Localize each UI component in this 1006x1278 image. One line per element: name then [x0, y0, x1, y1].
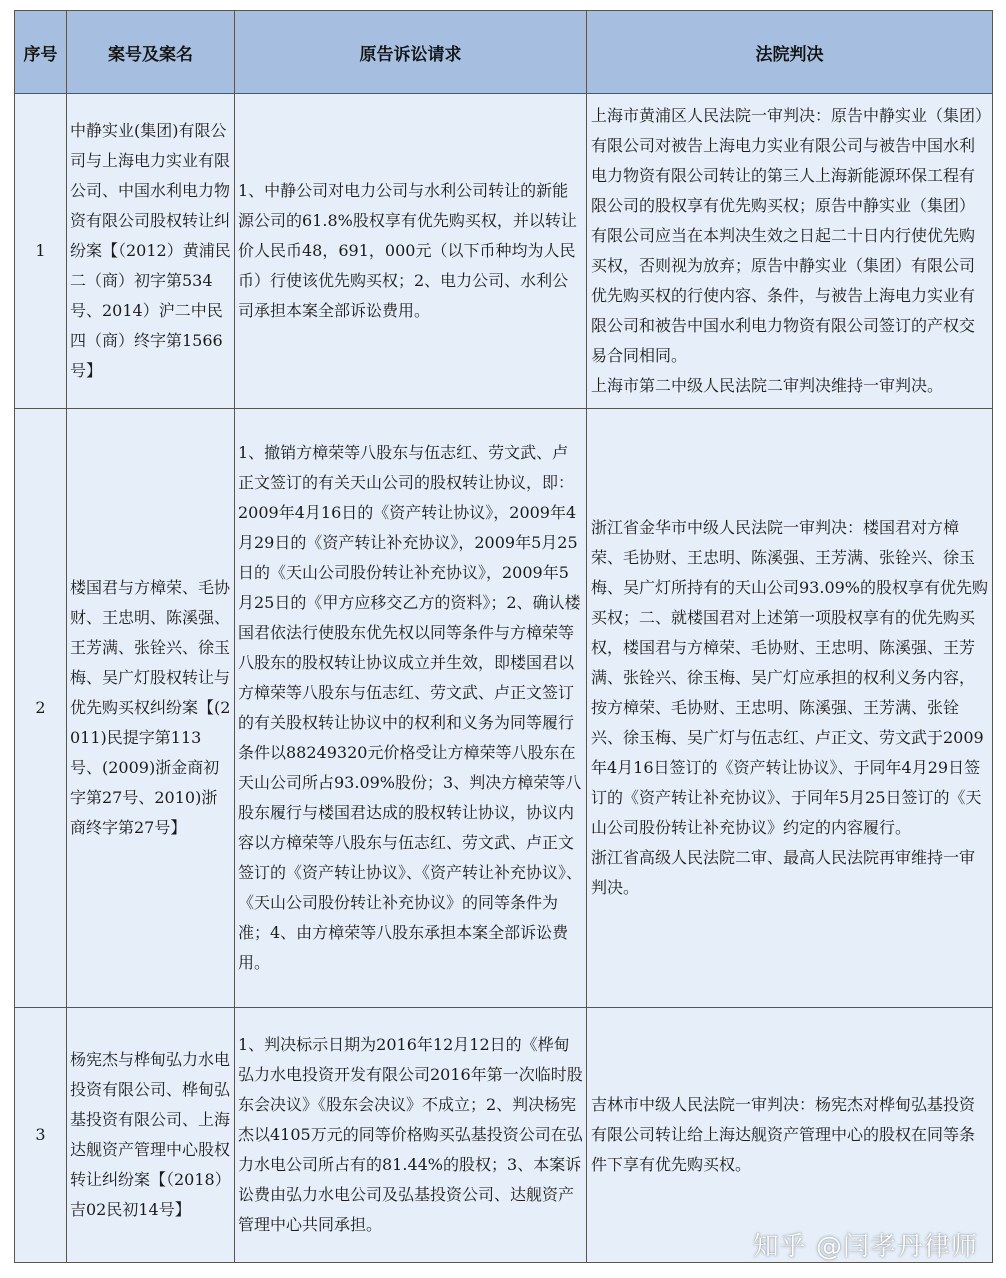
table-row	[15, 94, 993, 409]
header-case: 案号及案名	[67, 11, 235, 94]
header-ruling: 法院判决	[587, 11, 993, 94]
row-ruling	[587, 1008, 993, 1263]
row-seq: 3	[15, 1008, 67, 1263]
ruling-paragraph: 吉林市中级人民法院一审判决：杨宪杰对桦甸弘基投资有限公司转让给上海达舰资产管理中心的股权在同等条件下享有优先购买权。	[591, 1095, 976, 1174]
row-seq: 1	[15, 94, 67, 409]
ruling-paragraph: 浙江省高级人民法院二审、最高人民法院再审维持一审判决。	[591, 848, 976, 897]
ruling-paragraph: 上海市黄浦区人民法院一审判决：原告中静实业（集团）有限公司对被告上海电力实业有限公司与被告中国水利电力物资有限公司转让的第三人上海新能源环保工程有限公司的股权享有优先购买权；原告中静实业（集团）有限公司应当在本判决生效之日起二十日内行使优先购买权，否则视为放弃；原告中静实业（集团）有限公司优先购买权的行使内容、条件，与被告上海电力实业有限公司和被告中国水利电力物资有限公司签订的产权交易合同相同。	[591, 106, 984, 365]
row-case: 中静实业(集团)有限公司与上海电力实业有限公司、中国水利电力物资有限公司股权转让纠纷案【（2012）黄浦民二（商）初字第534号、2014）沪二中民四（商）终字第1566号】	[67, 94, 235, 409]
ruling-paragraph: 上海市第二中级人民法院二审判决维持一审判决。	[591, 376, 944, 395]
case-table	[14, 10, 993, 1263]
row-request: 1、判决标示日期为2016年12月12日的《桦甸弘力水电投资开发有限公司2016年第一次临时股东会决议》《股东会决议》不成立；2、判决杨宪杰以4105万元的同等价格购买弘基投资公司在弘力水电公司所占有的81.44%的股权；3、本案诉讼费由弘力水电公司及弘基投资公司、达舰资产管理中心共同承担。	[235, 1008, 587, 1263]
header-seq: 序号	[15, 11, 67, 94]
row-request: 1、撤销方樟荣等八股东与伍志红、劳文武、卢正文签订的有关天山公司的股权转让协议，即：2009年4月16日的《资产转让协议》，2009年4月29日的《资产转让补充协议》，2009年5月25日的《天山公司股份转让补充协议》，2009年5月25日的《甲方应移交乙方的资料》；2、确认楼国君依法行使股东优先权以同等条件与方樟荣等八股东的股权转让协议成立并生效，即楼国君以方樟荣等八股东与伍志红、劳文武、卢正文签订的有关股权转让协议中的权利和义务为同等履行条件以88249320元价格受让方樟荣等八股东在天山公司所占93.09%股份；3、判决方樟荣等八股东履行与楼国君达成的股权转让协议，协议内容以方樟荣等八股东与伍志红、劳文武、卢正文签订的《资产转让协议》、《资产转让补充协议》、《天山公司股份转让补充协议》的同等条件为准；4、由方樟荣等八股东承担本案全部诉讼费用。	[235, 409, 587, 1008]
row-case: 楼国君与方樟荣、毛协财、王忠明、陈溪强、王芳满、张铨兴、徐玉梅、吴广灯股权转让与优先购买权纠纷案【(2011)民提字第113号、(2009)浙金商初字第27号、2010)浙商终字第27号】	[67, 409, 235, 1008]
header-row	[15, 11, 993, 94]
row-seq: 2	[15, 409, 67, 1008]
row-ruling	[587, 409, 993, 1008]
watermark: 知乎 @闫孝丹律师	[752, 1232, 978, 1262]
header-request: 原告诉讼请求	[235, 11, 587, 94]
ruling-paragraph: 浙江省金华市中级人民法院一审判决：楼国君对方樟荣、毛协财、王忠明、陈溪强、王芳满、张铨兴、徐玉梅、吴广灯所持有的天山公司93.09%的股权享有优先购买权；二、就楼国君对上述第一项股权享有的优先购买权，楼国君与方樟荣、毛协财、王忠明、陈溪强、王芳满、张铨兴、徐玉梅、吴广灯应承担的权利义务内容，按方樟荣、毛协财、王忠明、陈溪强、王芳满、张铨兴、徐玉梅、吴广灯与伍志红、卢正文、劳文武于2009年4月16日签订的《资产转让协议》、于同年4月29日签订的《资产转让补充协议》、于同年5月25日签订的《天山公司股份转让补充协议》约定的内容履行。	[591, 518, 989, 837]
row-request: 1、中静公司对电力公司与水利公司转让的新能源公司的61.8%股权享有优先购买权，并以转让价人民币48，691，000元（以下币种均为人民币）行使该优先购买权；2、电力公司、水利公司承担本案全部诉讼费用。	[235, 94, 587, 409]
table-row	[15, 1008, 993, 1263]
row-case: 杨宪杰与桦甸弘力水电投资有限公司、桦甸弘基投资有限公司、上海达舰资产管理中心股权转让纠纷案【（2018）吉02民初14号】	[67, 1008, 235, 1263]
table-row	[15, 409, 993, 1008]
row-ruling	[587, 94, 993, 409]
